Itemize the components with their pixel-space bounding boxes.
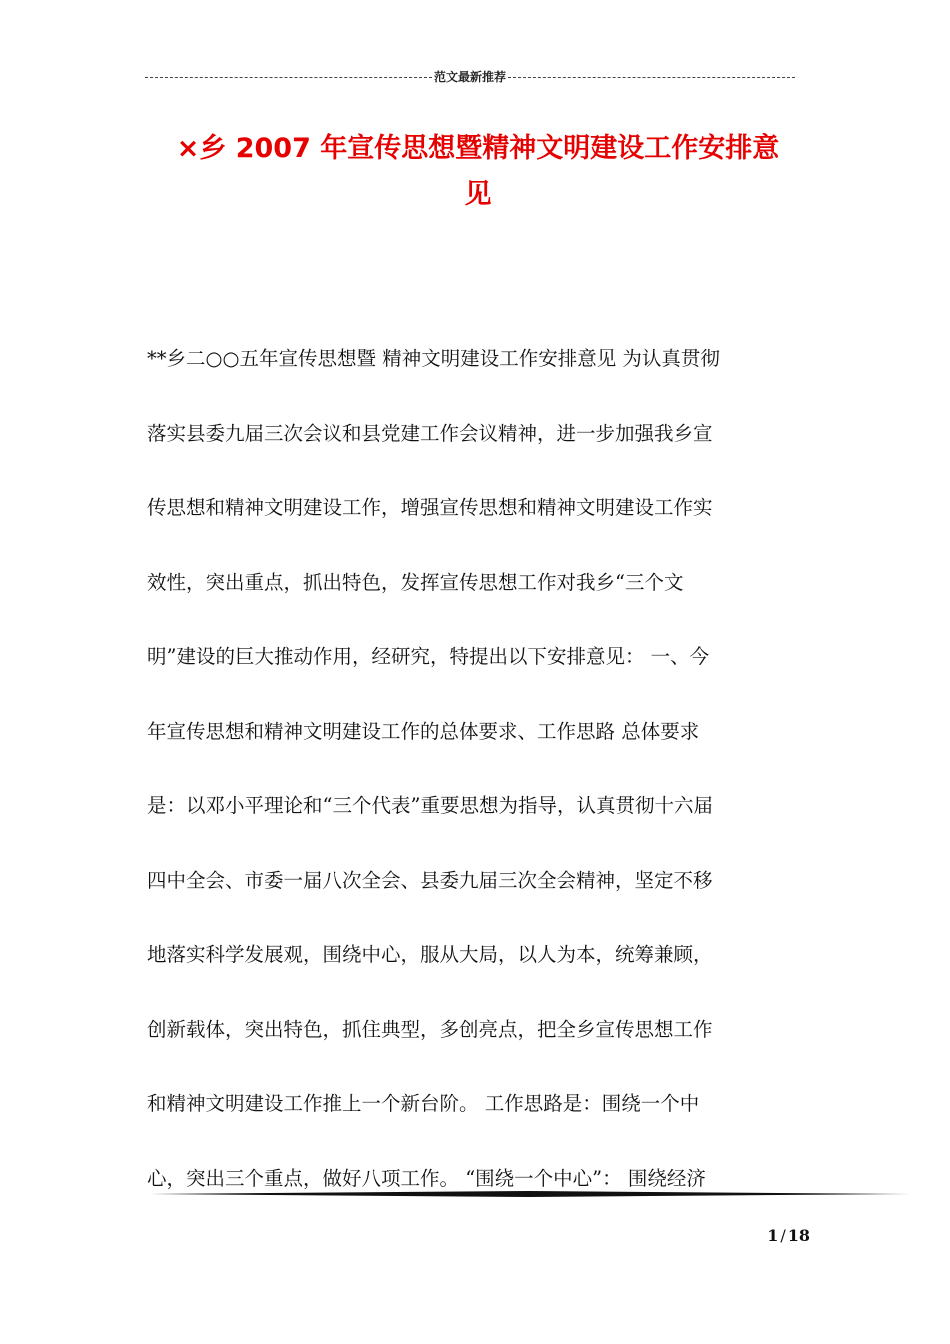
body-line: 心，突出三个重点，做好八项工作。 “围绕一个中心”： 围绕经济 xyxy=(147,1166,706,1190)
title-line: 见 xyxy=(464,179,492,210)
body-line: 和精神文明建设工作推上一个新台阶。 工作思路是：围绕一个中 xyxy=(147,1092,700,1115)
body-line: 明”建设的巨大推动作用，经研究，特提出以下安排意见： 一、今 xyxy=(147,645,710,668)
page-number xyxy=(740,1226,810,1245)
body-line: 地落实科学发展观，围绕中心，服从大局，以人为本，统筹兼顾， xyxy=(147,943,713,966)
page-total: 18 xyxy=(787,1226,810,1245)
document-body xyxy=(147,322,807,1216)
footer-rule xyxy=(150,1191,910,1197)
body-line: **乡二○○五年宣传思想暨 精神文明建设工作安排意见 为认真贯彻 xyxy=(147,347,720,370)
header-dash-left xyxy=(145,77,432,78)
page-header xyxy=(145,66,795,86)
body-line: 是：以邓小平理论和“三个代表”重要思想为指导，认真贯彻十六届 xyxy=(147,794,713,817)
body-line: 落实县委九届三次会议和县党建工作会议精神，进一步加强我乡宣 xyxy=(147,421,713,445)
page-current: 1 xyxy=(767,1226,779,1245)
body-line: 创新载体，突出特色，抓住典型，多创亮点，把全乡宣传思想工作 xyxy=(147,1017,713,1041)
body-line: 传思想和精神文明建设工作，增强宣传思想和精神文明建设工作实 xyxy=(147,496,713,519)
header-dash-right xyxy=(508,77,795,78)
header-label: 范文最新推荐 xyxy=(434,69,507,84)
title-line: ×乡 2007 年宣传思想暨精神文明建设工作安排意 xyxy=(176,133,780,164)
body-line: 年宣传思想和精神文明建设工作的总体要求、工作思路 总体要求 xyxy=(147,719,700,743)
body-line: 四中全会、市委一届八次全会、县委九届三次全会精神，坚定不移 xyxy=(147,868,713,892)
body-line: 效性，突出重点，抓出特色，发挥宣传思想工作对我乡“三个文 xyxy=(147,570,684,594)
page-separator: / xyxy=(780,1226,786,1245)
document-title xyxy=(148,126,808,218)
